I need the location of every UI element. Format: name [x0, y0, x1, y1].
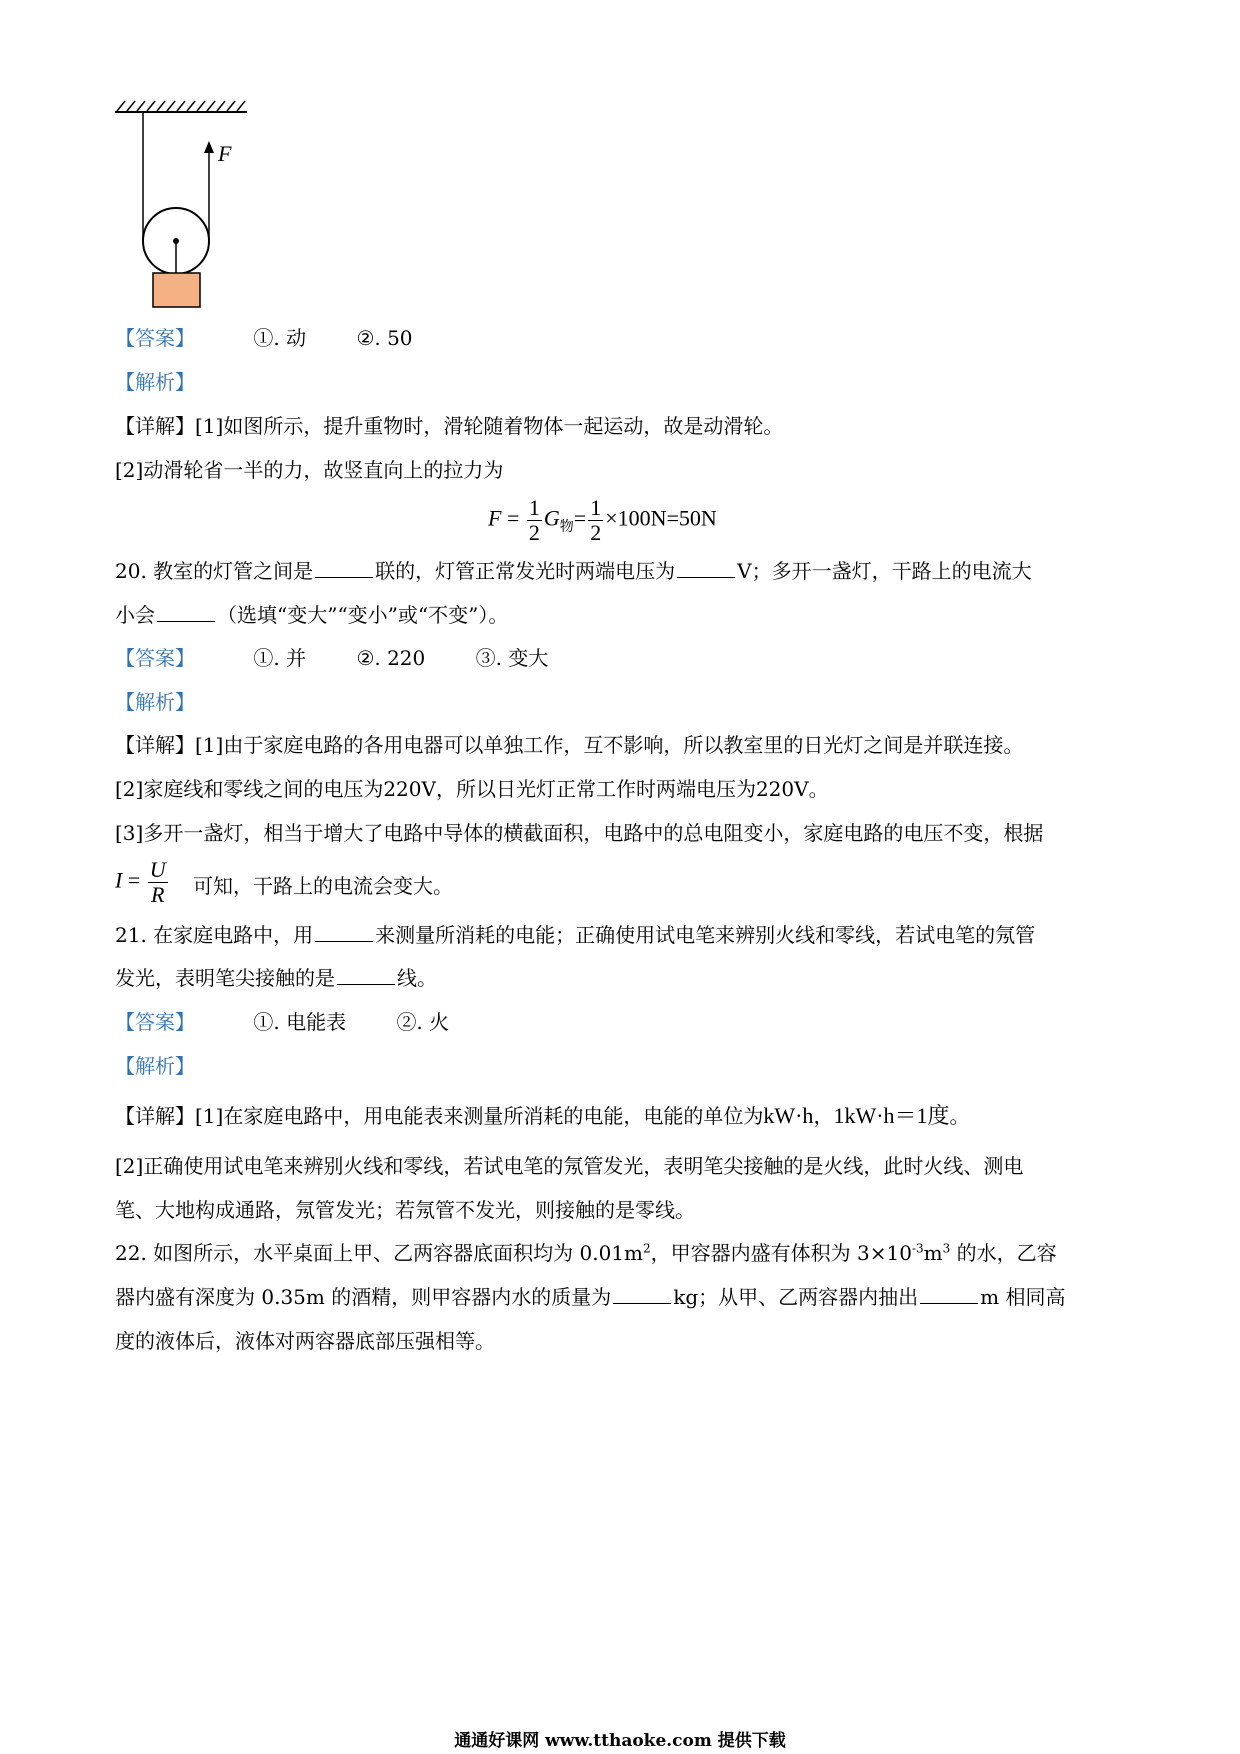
q20-detail-3: [3]多开一盏灯，相当于增大了电路中导体的横截面积，电路中的总电阻变小，家庭电路的电压不变，根据 — [115, 821, 1044, 845]
q22-stem-line-1: 22. 如图所示，水平桌面上甲、乙两容器底面积均为 $0.01m^2$，甲容器内盛有体积为 $3\times 10^{-3}m^3$ 的水，乙容 — [115, 1241, 1057, 1265]
answer-blank — [337, 966, 395, 985]
q20-answer: 【答案】 ①. 并 ②. 220 ③. 变大 — [115, 646, 549, 670]
q20-analysis-tag: 【解析】 — [115, 690, 195, 714]
answer-blank — [613, 1285, 671, 1304]
pulley-diagram — [105, 95, 255, 345]
weight-block — [153, 273, 200, 307]
answer-item: ②. 220 — [356, 646, 426, 670]
q21-analysis-tag: 【解析】 — [115, 1054, 195, 1078]
q21-detail-3: 笔、大地构成通路，氖管发光；若氖管不发光，则接触的是零线。 — [115, 1198, 695, 1222]
answer-item: ①. 电能表 — [253, 1010, 347, 1034]
q21-detail-2: [2]正确使用试电笔来辨别火线和零线，若试电笔的氖管发光，表明笔尖接触的是火线，此时火线、测电 — [115, 1154, 1024, 1178]
footer-watermark: 通通好课网 www.tthaoke.com 提供下载 — [454, 1731, 786, 1751]
q20-stem-line-1: 20. 教室的灯管之间是 联的，灯管正常发光时两端电压为 V；多开一盏灯，干路上的电流大 — [115, 559, 1032, 583]
q20-detail-1: 【详解】[1]由于家庭电路的各用电器可以单独工作，互不影响，所以教室里的日光灯之间是并联连接。 — [115, 733, 1024, 757]
q20-detail-2: [2]家庭线和零线之间的电压为220V，所以日光灯正常工作时两端电压为220V。 — [115, 777, 829, 801]
answer-blank — [677, 559, 735, 578]
answer-item: ③. 变大 — [475, 646, 549, 670]
force-label: F — [218, 141, 232, 166]
q21-stem-line-2: 发光，表明笔尖接触的是 线。 — [115, 966, 437, 990]
answer-item: ②. 火 — [396, 1010, 450, 1034]
answer-blank — [157, 603, 215, 622]
q19-detail-1: 【详解】[1]如图所示，提升重物时，滑轮随着物体一起运动，故是动滑轮。 — [115, 414, 784, 438]
q21-stem-line-1: 21. 在家庭电路中，用 来测量所消耗的电能；正确使用试电笔来辨别火线和零线，若试电笔的氖管 — [115, 923, 1036, 947]
q19-answer — [115, 326, 413, 350]
answer-blank — [315, 559, 373, 578]
answer-blank — [920, 1285, 978, 1304]
q19-detail-2: [2]动滑轮省一半的力，故竖直向上的拉力为 — [115, 458, 504, 482]
answer-item: ①. 并 — [253, 646, 307, 670]
q19-formula: F = $\frac{1}{2}$ $G_物=$ $\frac{1}{2}$ ×100N=50N — [488, 495, 717, 545]
q21-detail-1: 【详解】[1]在家庭电路中，用电能表来测量所消耗的电能，电能的单位为kW·h，1kW·h＝1度。 — [115, 1103, 970, 1128]
q20-detail-4: 可知，干路上的电流会变大。 — [193, 874, 453, 898]
q19-analysis-tag: 【解析】 — [115, 370, 195, 394]
q20-stem-line-2: 小会 （选填“变大”“变小”或“不变”）。 — [115, 603, 509, 627]
answer-tag: 【答案】 — [115, 326, 195, 350]
answer-item: ②. 50 — [356, 326, 413, 350]
q20-formula: I = $\frac{U}{R}$ — [115, 857, 166, 907]
q22-stem-line-2: 器内盛有深度为 0.35m 的酒精，则甲容器内水的质量为 kg；从甲、乙两容器内抽出 m 相同高 — [115, 1285, 1066, 1309]
answer-blank — [315, 923, 373, 942]
q21-answer: 【答案】 ①. 电能表 ②. 火 — [115, 1010, 450, 1034]
q22-stem-line-3: 度的液体后，液体对两容器底部压强相等。 — [115, 1329, 495, 1353]
answer-item: ①. 动 — [253, 326, 307, 350]
